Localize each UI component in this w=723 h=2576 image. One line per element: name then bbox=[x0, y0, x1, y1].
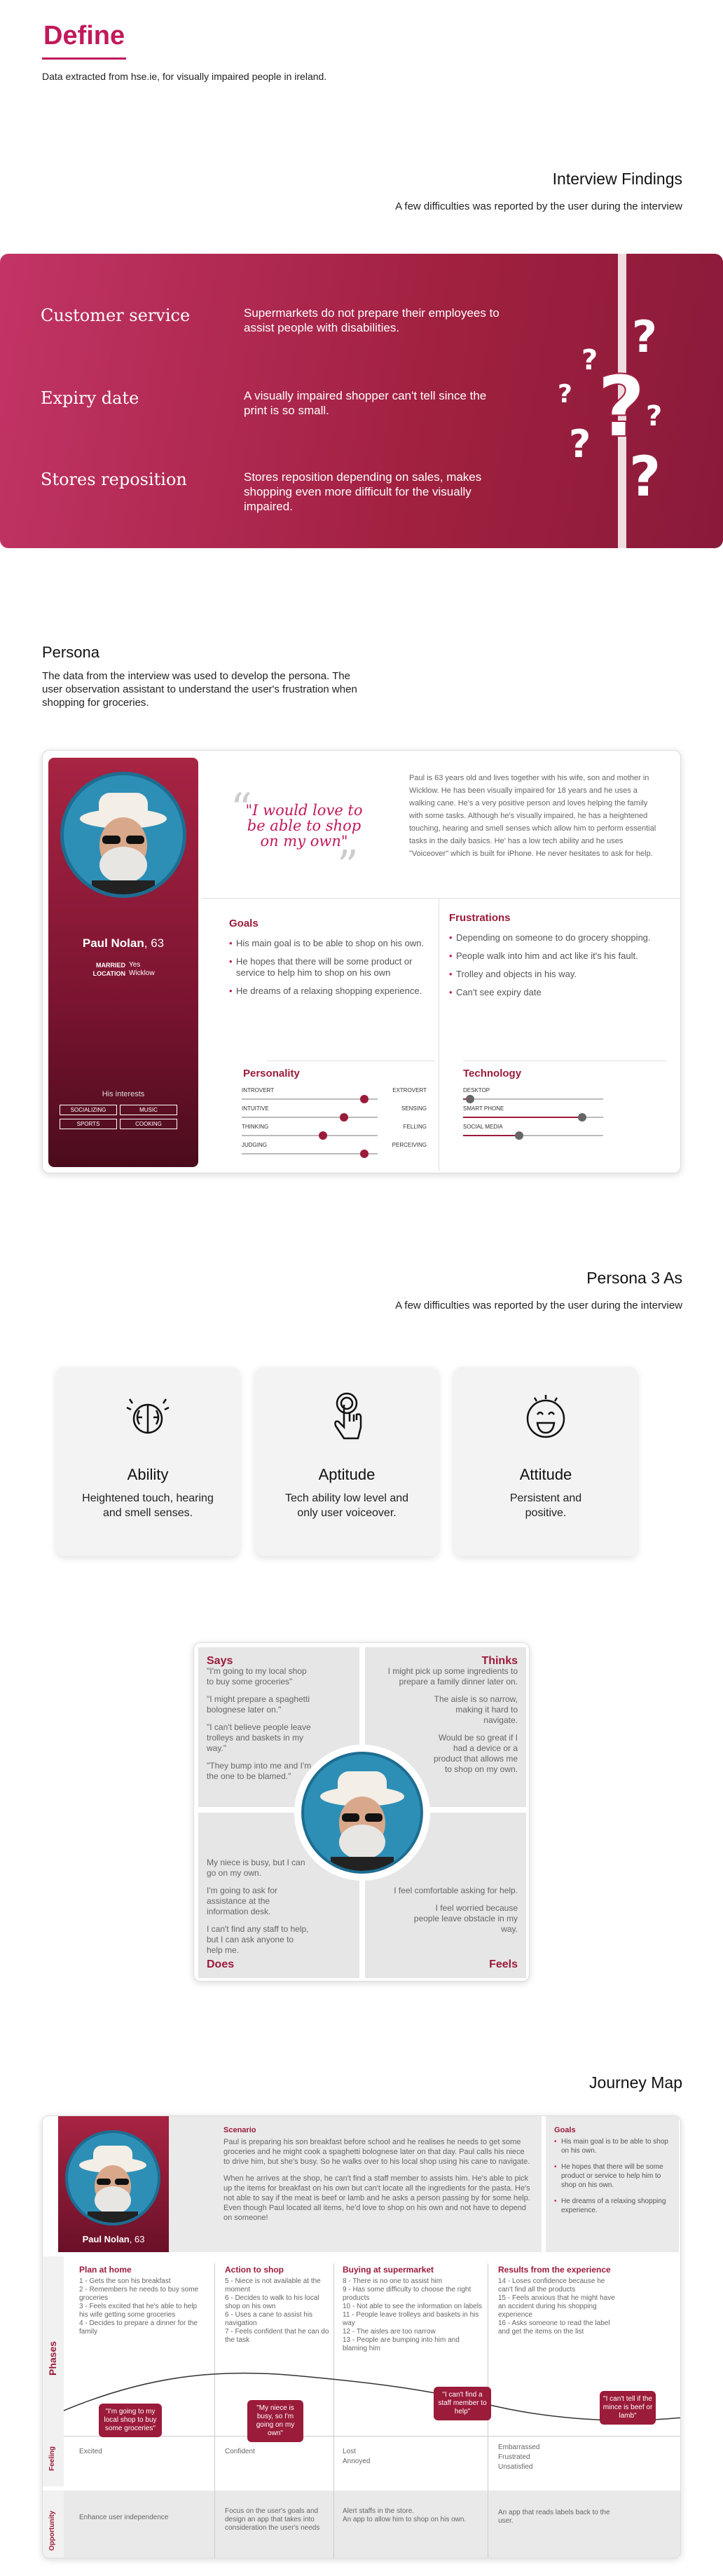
says-list bbox=[207, 1666, 312, 1782]
attitude-title: Attitude bbox=[519, 1466, 572, 1483]
svg-text:?: ? bbox=[558, 380, 572, 409]
says-item: "I'm going to my local shop to buy some groceries" bbox=[207, 1666, 307, 1686]
quote-close-icon: ” bbox=[337, 842, 359, 891]
says-item: "I might prepare a spaghetti bolognese later on." bbox=[207, 1694, 310, 1715]
feeling-cell: Embarrassed Frustrated Unsatisfied bbox=[498, 2444, 540, 2471]
opportunity-cell: Alert staffs in the store. An app to allow him to shop on his own. bbox=[343, 2507, 467, 2523]
svg-text:?: ? bbox=[569, 422, 591, 466]
persona-age: , 63 bbox=[144, 936, 165, 950]
persona-name: Paul Nolan bbox=[82, 936, 144, 950]
svg-text:?: ? bbox=[581, 344, 598, 376]
frustrations-label: Frustrations bbox=[449, 912, 511, 924]
thinks-item: The aisle is so narrow, making it hard to navigate. bbox=[434, 1694, 518, 1725]
frustration-item: • Trolley and objects in his way. bbox=[449, 969, 659, 980]
quote-bubble: "My niece is busy, so I'm going on my own" bbox=[247, 2400, 303, 2442]
slider-fill bbox=[463, 1117, 582, 1118]
persona-sidebar bbox=[48, 758, 198, 1167]
slider-knob bbox=[466, 1095, 474, 1103]
scenario-label: Scenario bbox=[223, 2126, 256, 2134]
persona-name-line bbox=[48, 936, 198, 950]
interview-subtitle: A few difficulties was reported by the user during the interview bbox=[395, 200, 682, 212]
slider-track bbox=[242, 1153, 378, 1154]
ability-title: Ability bbox=[127, 1466, 169, 1483]
goal-item: • His main goal is to be able to shop on his own. bbox=[229, 938, 425, 949]
quote-open-icon: “ bbox=[230, 784, 252, 833]
attitude-card bbox=[454, 1367, 638, 1556]
trait-left: INTUITIVE bbox=[242, 1105, 269, 1112]
tech-label: SMART PHONE bbox=[463, 1105, 504, 1112]
avatar bbox=[65, 2130, 160, 2226]
tech-label: SOCIAL MEDIA bbox=[463, 1124, 503, 1130]
persona-meta-values bbox=[129, 961, 155, 978]
opportunity-cell: Focus on the user's goals and design an app that takes into consideration the user's needs bbox=[225, 2507, 320, 2532]
trait-right: EXTROVERT bbox=[392, 1087, 427, 1093]
technology-label: Technology bbox=[463, 1068, 522, 1079]
goals-block bbox=[229, 918, 425, 1004]
persona3-subtitle: A few difficulties was reported by the user during the interview bbox=[395, 1300, 682, 1311]
location-value: Wicklow bbox=[129, 969, 155, 977]
thinks-label: Thinks bbox=[481, 1655, 518, 1667]
technology-slider bbox=[463, 1087, 631, 1104]
quote-bubble: "I can't find a staff member to help" bbox=[434, 2387, 491, 2420]
trait-right: PERCEIVING bbox=[392, 1142, 427, 1148]
persona3-title: Persona 3 As bbox=[586, 1269, 682, 1287]
svg-text:?: ? bbox=[629, 446, 661, 509]
ability-card bbox=[56, 1367, 240, 1556]
feeling-cell: Confident bbox=[225, 2448, 255, 2455]
finding-key: Expiry date bbox=[41, 388, 139, 408]
define-title: Define bbox=[43, 21, 125, 50]
persona-name-line bbox=[58, 2234, 169, 2244]
opportunity-label: Opportunity bbox=[48, 2510, 56, 2551]
phase-title: Plan at home bbox=[79, 2265, 132, 2275]
slider-track bbox=[463, 1117, 603, 1118]
feels-item: I feel worried because people leave obstacle in my way. bbox=[413, 1903, 518, 1934]
interests-label: His interests bbox=[102, 1090, 145, 1098]
goal-item: • He dreams of a relaxing shopping experience. bbox=[229, 986, 425, 997]
interest-tag: SPORTS bbox=[60, 1119, 117, 1129]
svg-text:?: ? bbox=[597, 359, 646, 456]
does-item: My niece is busy, but I can go on my own. bbox=[207, 1858, 305, 1878]
does-list bbox=[207, 1858, 312, 1956]
finding-value: Supermarkets do not prepare their employees to assist people with disabilities. bbox=[244, 306, 500, 334]
journey-title: Journey Map bbox=[589, 2073, 682, 2092]
finding-value: A visually impaired shopper can't tell since the print is so small. bbox=[244, 389, 487, 417]
technology-slider bbox=[463, 1105, 631, 1122]
phase-column bbox=[79, 2265, 205, 2336]
aptitude-title: Aptitude bbox=[318, 1466, 376, 1483]
finding-key: Stores reposition bbox=[41, 470, 187, 489]
avatar bbox=[60, 772, 186, 898]
does-item: I can't find any staff to help, but I can ask anyone to help me. bbox=[207, 1924, 309, 1955]
trait-right: FELLING bbox=[403, 1124, 427, 1130]
opportunity-cell: Enhance user independence bbox=[79, 2514, 169, 2521]
slider-knob bbox=[578, 1113, 586, 1122]
persona-age: , 63 bbox=[129, 2234, 145, 2244]
does-label: Does bbox=[207, 1958, 235, 1970]
slider-fill bbox=[463, 1135, 519, 1136]
journey-goal-item: • His main goal is to be able to shop on his own. bbox=[554, 2137, 672, 2155]
persona-bio: Paul is 63 years old and lives together with his wife, son and mother in Wicklow. He has been visually impaired for 18 years and he uses a walking cane. He's a very positive person and loves helping the family with some tasks. Although he's visually impaired, he has a heightened touching, hearing and smell senses which allow him to perform essential tasks in the daily basics. He' has a low tech ability and he uses "Voiceover" which is built for iPhone. He never hesitates to ask for help. bbox=[409, 774, 656, 858]
personality-sliders bbox=[242, 1087, 427, 1171]
aptitude-text: Tech ability low level and only user voiceover. bbox=[284, 1492, 409, 1519]
phase-column bbox=[498, 2265, 617, 2336]
interest-tag: COOKING bbox=[120, 1119, 177, 1129]
journey-persona-panel bbox=[58, 2116, 169, 2252]
aptitude-card bbox=[255, 1367, 439, 1556]
persona-meta-labels bbox=[83, 961, 125, 978]
phase-title: Results from the experience bbox=[498, 2265, 611, 2275]
journey-goals-label: Goals bbox=[554, 2126, 576, 2134]
persona-title: Persona bbox=[42, 643, 99, 661]
quote-bubble: "I can't tell if the mince is beef or lamb" bbox=[600, 2391, 656, 2425]
frustration-item: • Can't see expiry date bbox=[449, 987, 659, 998]
frustration-item: • People walk into him and act like it's his fault. bbox=[449, 950, 659, 962]
slider-track bbox=[242, 1135, 378, 1136]
married-value: Yes bbox=[129, 961, 141, 969]
journey-goal-item: • He hopes that there will be some product or service to help him to shop on his own. bbox=[554, 2162, 672, 2190]
scenario-text-2: When he arrives at the shop, he can't find a staff member to assists him. He's able to pick up the items for breakfast on his own but can't locate all the ingredients for the pasta. He's not able to say if the meat is beef or lamb and he asks a person passing by for some help. Even though Paul located all items, he'd love to shop on his own and not have to depend on someone! bbox=[223, 2174, 530, 2222]
thinks-item: I might pick up some ingredients to prepare a family dinner later on. bbox=[387, 1666, 518, 1686]
married-label: MARRIED bbox=[96, 962, 125, 969]
smile-icon bbox=[518, 1389, 574, 1445]
interview-title: Interview Findings bbox=[552, 170, 682, 188]
feeling-cell: Excited bbox=[79, 2448, 102, 2455]
phase-steps: 8 - There is no one to assist him 9 - Has some difficulty to choose the right products 10 - Not able to see the information on labels 11 - People leave trolleys and baskets in his way 12 - The aisles are too narrow 13 - People are bumping into him and blaming him bbox=[343, 2277, 483, 2352]
title-underline bbox=[42, 57, 126, 60]
personality-slider bbox=[242, 1124, 427, 1140]
journey-goals-panel bbox=[546, 2116, 679, 2252]
technology-slider bbox=[463, 1124, 631, 1140]
feels-label: Feels bbox=[489, 1958, 518, 1970]
trait-right: SENSING bbox=[401, 1105, 427, 1112]
slider-track bbox=[463, 1098, 603, 1100]
empathy-map bbox=[193, 1642, 530, 1982]
slider-track bbox=[242, 1117, 378, 1118]
persona-intro-text: The data from the interview was used to develop the persona. The user observation assistant to understand the user's frustration when shopping for groceries. bbox=[42, 670, 357, 709]
svg-text:?: ? bbox=[632, 311, 657, 362]
phase-title: Action to shop bbox=[225, 2265, 284, 2275]
thinks-item: Would be so great if I had a device or a product that allows me to shop on my own. bbox=[433, 1733, 518, 1774]
feels-item: I feel comfortable asking for help. bbox=[394, 1886, 518, 1895]
frustrations-block bbox=[449, 912, 659, 1005]
personality-slider bbox=[242, 1105, 427, 1122]
personality-slider bbox=[242, 1087, 427, 1104]
interests-list bbox=[58, 1103, 191, 1131]
trait-left: THINKING bbox=[242, 1124, 269, 1130]
phase-column bbox=[343, 2265, 483, 2353]
goal-item: • He hopes that there will be some product or service to help him to shop on his own bbox=[229, 956, 425, 979]
personality-slider bbox=[242, 1142, 427, 1159]
says-item: "They bump into me and I'm the one to be blamed." bbox=[207, 1761, 312, 1781]
trait-left: JUDGING bbox=[242, 1142, 267, 1148]
define-subtitle: Data extracted from hse.ie, for visually impaired people in ireland. bbox=[42, 71, 327, 82]
location-label: LOCATION bbox=[92, 970, 125, 977]
frustration-item: • Depending on someone to do grocery shopping. bbox=[449, 932, 659, 943]
finding-value: Stores reposition depending on sales, makes shopping even more difficult for the visually impaired. bbox=[244, 470, 482, 513]
phase-steps: 5 - Niece is not available at the moment 6 - Decides to walk to his local shop on his own 6 - Uses a cane to assist his navigation 7 - Feels confident that he can do the task bbox=[225, 2277, 329, 2344]
phases-label: Phases bbox=[47, 2340, 58, 2376]
does-item: I'm going to ask for assistance at the information desk. bbox=[207, 1886, 278, 1916]
feeling-label: Feeling bbox=[48, 2446, 56, 2471]
scenario-panel bbox=[169, 2116, 542, 2252]
touch-icon bbox=[319, 1389, 375, 1445]
slider-track bbox=[242, 1098, 378, 1100]
personality-label: Personality bbox=[243, 1068, 300, 1079]
slider-track bbox=[463, 1135, 603, 1136]
goals-label: Goals bbox=[229, 918, 259, 929]
journey-map bbox=[42, 2115, 681, 2558]
feeling-cell: Lost Annoyed bbox=[343, 2448, 371, 2465]
attitude-text: Persistent and positive. bbox=[509, 1492, 582, 1519]
tech-label: DESKTOP bbox=[463, 1087, 490, 1093]
interest-tag: SOCIALIZING bbox=[60, 1105, 117, 1115]
svg-text:?: ? bbox=[646, 400, 663, 432]
persona-card bbox=[42, 750, 681, 1173]
says-label: Says bbox=[207, 1655, 233, 1667]
brain-icon bbox=[120, 1389, 176, 1445]
phase-steps: 14 - Loses confidence because he can't find all the products 15 - Feels anxious that he might have an accident during his shopping experience 16 - Asks someone to read the label and get the items on the list bbox=[498, 2277, 615, 2336]
findings-banner bbox=[0, 254, 723, 548]
slider-knob bbox=[515, 1131, 523, 1140]
slider-knob bbox=[340, 1113, 348, 1122]
scenario-text: Paul is preparing his son breakfast before school and he realises he needs to get some groceries and he might cook a spaghetti bolognese later on that day. Paul calls his niece to drive him, but she's busy. So he walks over to his local shop using his cane to navigate. bbox=[223, 2138, 530, 2166]
quote-bubble: "I'm going to my local shop to buy some groceries" bbox=[99, 2404, 162, 2437]
divider bbox=[201, 898, 680, 899]
finding-key: Customer service bbox=[41, 306, 191, 325]
slider-knob bbox=[360, 1150, 369, 1158]
persona-quote: "I would love to be able to shop on my own" bbox=[245, 802, 363, 850]
slider-knob bbox=[319, 1131, 327, 1140]
technology-sliders bbox=[463, 1087, 631, 1150]
says-item: "I can't believe people leave trolleys and baskets in my way." bbox=[207, 1722, 311, 1753]
slider-knob bbox=[360, 1095, 369, 1103]
trait-left: INTROVERT bbox=[242, 1087, 275, 1093]
opportunity-cell: An app that reads labels back to the user. bbox=[498, 2509, 610, 2525]
journey-goal-item: • He dreams of a relaxing shopping experience. bbox=[554, 2197, 672, 2215]
interest-tag: MUSIC bbox=[120, 1105, 177, 1115]
phase-steps: 1 - Gets the son his breakfast 2 - Remembers he needs to buy some groceries 3 - Feels excited that he's able to help his wife getting some groceries 4 - Decides to prepare a dinner for the family bbox=[79, 2277, 199, 2336]
question-marks-icon bbox=[553, 254, 722, 548]
avatar bbox=[301, 1752, 423, 1874]
persona-name: Paul Nolan bbox=[82, 2234, 130, 2244]
ability-text: Heightened touch, hearing and smell senses. bbox=[82, 1492, 214, 1519]
phase-column bbox=[225, 2265, 330, 2345]
phase-title: Buying at supermarket bbox=[343, 2265, 434, 2275]
